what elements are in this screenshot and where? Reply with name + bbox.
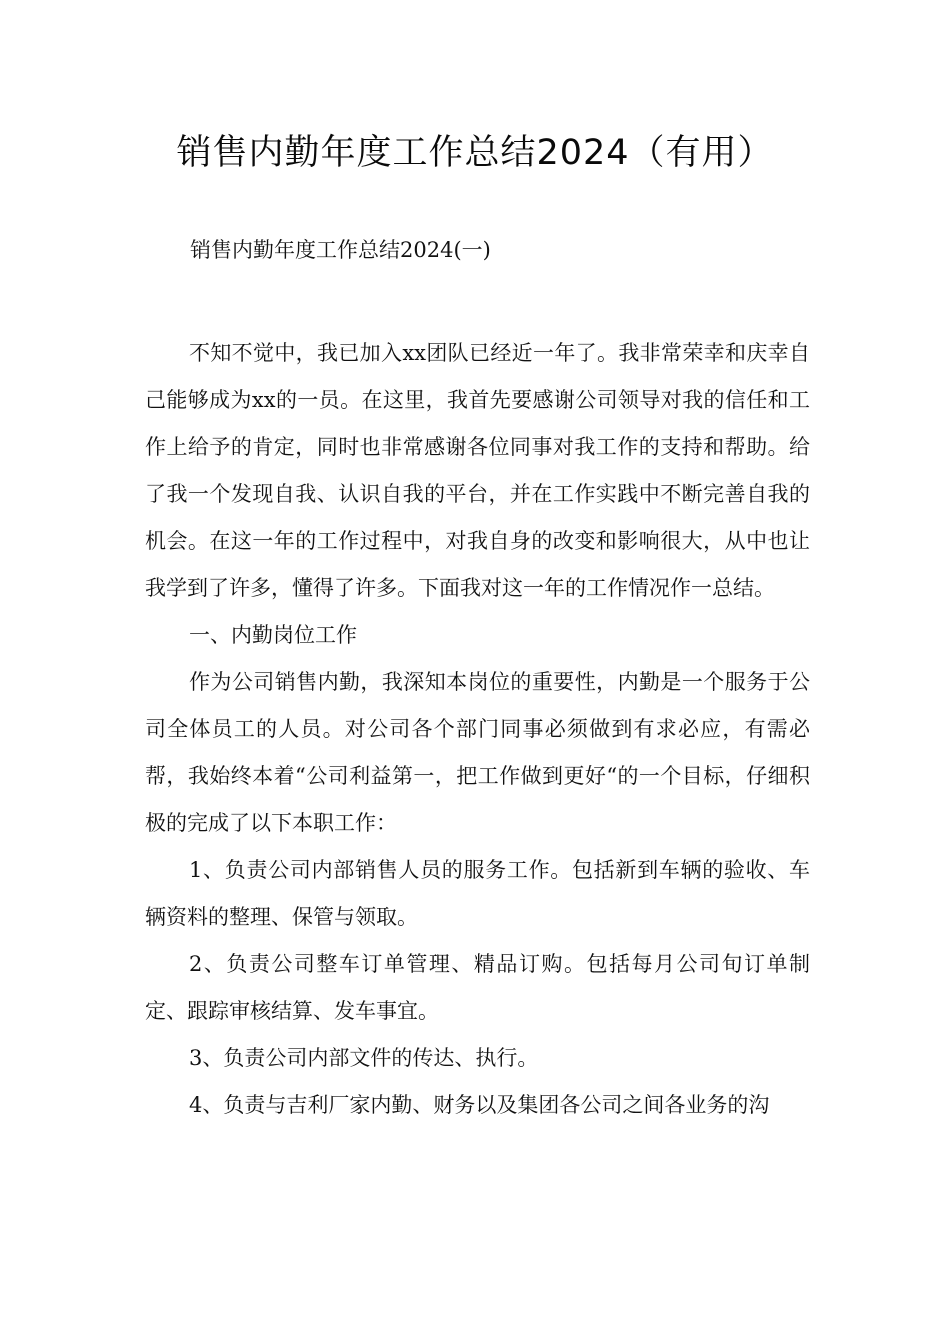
paragraph-intro: 不知不觉中，我已加入xx团队已经近一年了。我非常荣幸和庆幸自己能够成为xx的一员。在这里，我首先要感谢公司领导对我的信任和工作上给予的肯定，同时也非常感谢各位同事对我工作的支持和帮助。给了我一个发现自我、认识自我的平台，并在工作实践中不断完善自我的机会。在这一年的工作过程中，对我自身的改变和影响很大，从中也让我学到了许多，懂得了许多。下面我对这一年的工作情况作一总结。 [145, 341, 810, 600]
paragraph-role: 作为公司销售内勤，我深知本岗位的重要性，内勤是一个服务于公司全体员工的人员。对公司各个部门同事必须做到有求必应，有需必帮，我始终本着“公司利益第一，把工作做到更好“的一个目标，仔细积极的完成了以下本职工作： [145, 670, 810, 835]
list-item: 3、负责公司内部文件的传达、执行。 [189, 1046, 539, 1070]
list-item: 1、负责公司内部销售人员的服务工作。包括新到车辆的验收、车辆资料的整理、保管与领取。 [145, 858, 810, 929]
list-item: 2、负责公司整车订单管理、精品订购。包括每月公司旬订单制定、跟踪审核结算、发车事宜。 [145, 952, 810, 1023]
document-body [145, 330, 810, 1129]
document-subtitle: 销售内勤年度工作总结2024(一) [190, 238, 491, 262]
list-item: 4、负责与吉利厂家内勤、财务以及集团各公司之间各业务的沟 [189, 1093, 770, 1117]
section-heading: 一、内勤岗位工作 [189, 623, 357, 647]
document-title: 销售内勤年度工作总结2024（有用） [176, 133, 774, 173]
